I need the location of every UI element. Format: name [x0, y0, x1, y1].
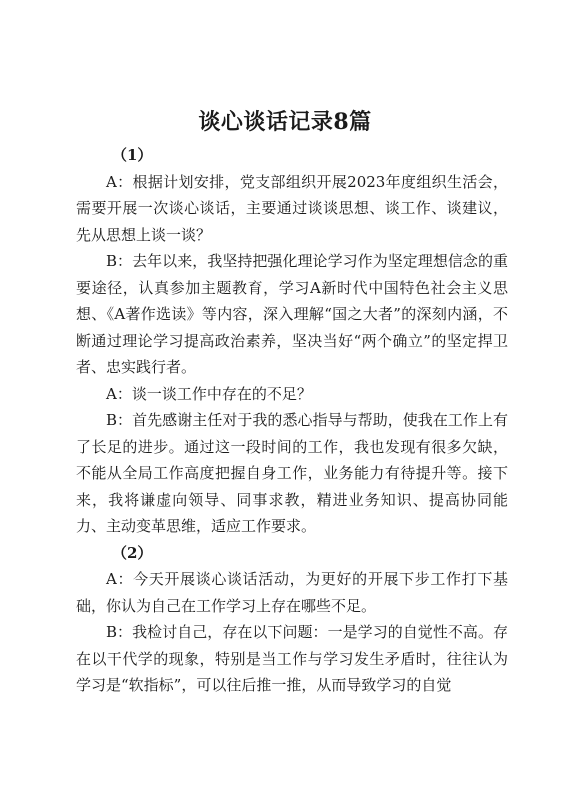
document-body [76, 142, 508, 699]
document-title: 谈心谈话记录8篇 [198, 109, 372, 135]
section-heading-2: （2） [112, 543, 153, 562]
paragraph-answer-3: B：我检讨自己，存在以下问题：一是学习的自觉性不高。存在以干代学的现象，特别是当工作与学习发生矛盾时，往往认为学习是“软指标”，可以往后推一推，从而导致学习的自觉 [76, 623, 508, 694]
section-heading-1: （1） [112, 146, 153, 164]
paragraph-answer-2: B：首先感谢主任对于我的悉心指导与帮助，使我在工作上有了长足的进步。通过这一段时间的工作，我也发现有很多欠缺，不能从全局工作高度把握自身工作，业务能力有待提升等。接下来，我将谦虚向领导、同事求教，精进业务知识、提高协同能力、主动变革思维，适应工作要求。 [76, 411, 508, 535]
paragraph-question-1: A：根据计划安排，党支部组织开展2023年度组织生活会，需要开展一次谈心谈话，主要通过谈谈思想、谈工作、谈建议，先从思想上谈一谈？ [76, 172, 508, 244]
paragraph-question-2: A：谈一谈工作中存在的不足？ [106, 384, 312, 403]
paragraph-question-3: A：今天开展谈心谈话活动，为更好的开展下步工作打下基础，你认为自己在工作学习上存在哪些不足。 [76, 570, 508, 615]
paragraph-answer-1: B：去年以来，我坚持把强化理论学习作为坚定理想信念的重要途径，认真参加主题教育，学习A新时代中国特色社会主义思想、《A著作选读》等内容，深入理解“国之大者”的深刻内涵，不断通过理论学习提高政治素养，坚决当好“两个确立”的坚定捍卫者、忠实践行者。 [76, 252, 508, 376]
